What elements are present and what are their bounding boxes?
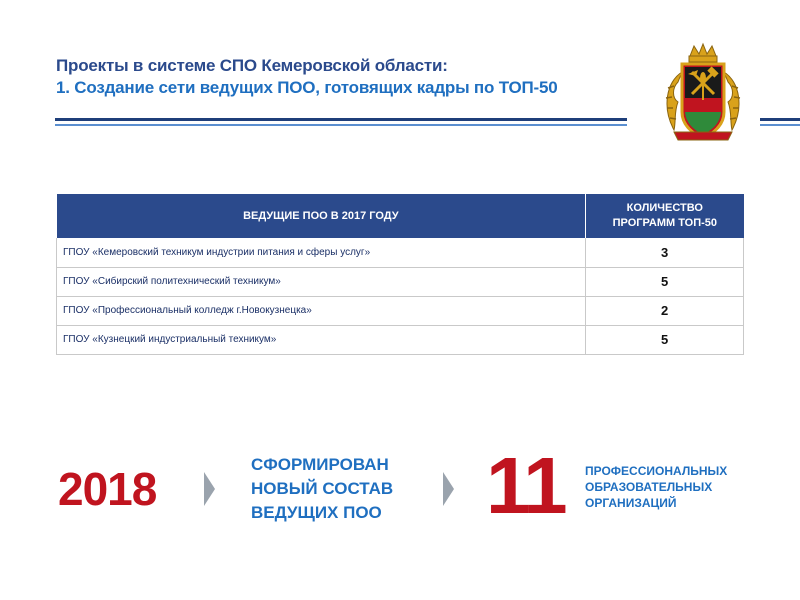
coat-of-arms-kemerovo-icon xyxy=(652,42,754,146)
organizations-count: 11 xyxy=(486,441,565,530)
table-row xyxy=(57,238,744,267)
header-rule-light-right xyxy=(760,124,800,126)
slide-title xyxy=(56,55,557,99)
cell-institution-name: ГПОУ «Профессиональный колледж г.Новокузнецка» xyxy=(57,296,586,325)
cell-program-count: 3 xyxy=(586,238,744,267)
chevron-right-icon xyxy=(443,472,454,506)
table-row xyxy=(57,325,744,354)
title-line-2: 1. Создание сети ведущих ПОО, готовящих кадры по ТОП-50 xyxy=(56,78,558,97)
cell-program-count: 5 xyxy=(586,325,744,354)
header-rule-light xyxy=(55,124,627,126)
table-header-row xyxy=(57,194,744,238)
formed-caption-line-3: ВЕДУЩИХ ПОО xyxy=(251,503,382,522)
formed-caption-line-1: СФОРМИРОВАН xyxy=(251,455,389,474)
cell-institution-name: ГПОУ «Кузнецкий индустриальный техникум» xyxy=(57,325,586,354)
organizations-caption-line-2: ОБРАЗОВАТЕЛЬНЫХ xyxy=(585,480,713,494)
formed-caption-line-2: НОВЫЙ СОСТАВ xyxy=(251,479,394,498)
cell-program-count: 5 xyxy=(586,267,744,296)
organizations-caption-line-3: ОРГАНИЗАЦИЙ xyxy=(585,496,677,510)
column-header-name: ВЕДУЩИЕ ПОО В 2017 ГОДУ xyxy=(57,194,586,238)
table-row xyxy=(57,267,744,296)
cell-program-count: 2 xyxy=(586,296,744,325)
organizations-caption xyxy=(585,463,727,511)
column-header-count-line-2: ПРОГРАММ ТОП-50 xyxy=(612,217,718,229)
cell-institution-name: ГПОУ «Кемеровский техникум индустрии питания и сферы услуг» xyxy=(57,238,586,267)
header-rule-dark xyxy=(55,118,627,121)
formed-caption xyxy=(251,453,393,525)
column-header-count xyxy=(586,194,744,238)
leading-poo-table xyxy=(56,194,744,355)
year-label: 2018 xyxy=(58,463,157,515)
organizations-caption-line-1: ПРОФЕССИОНАЛЬНЫХ xyxy=(585,464,728,478)
table-row xyxy=(57,296,744,325)
column-header-count-line-1: КОЛИЧЕСТВО xyxy=(626,202,703,214)
header-rule-dark-right xyxy=(760,118,800,121)
title-line-1: Проекты в системе СПО Кемеровской области: xyxy=(56,56,448,75)
chevron-right-icon xyxy=(204,472,215,506)
cell-institution-name: ГПОУ «Сибирский политехнический техникум» xyxy=(57,267,586,296)
